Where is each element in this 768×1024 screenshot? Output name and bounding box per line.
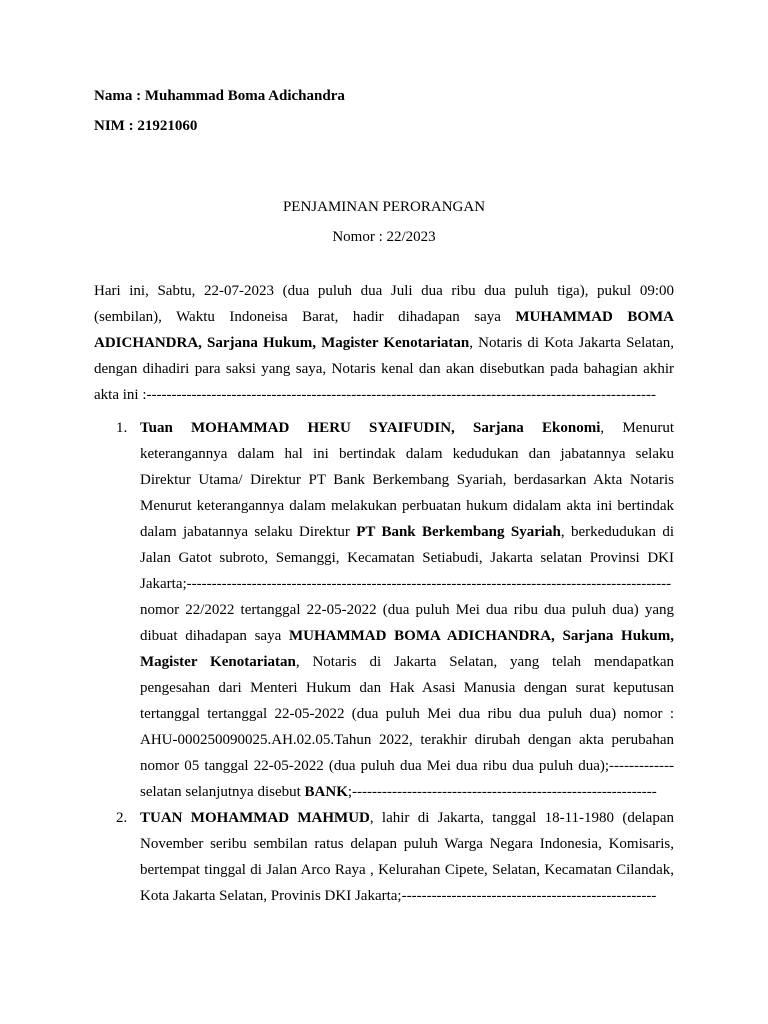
intro-line: dengan dihadiri para saksi yang saya, Notaris kenal dan akan disebutkan pada bahagian akhir <box>94 361 674 377</box>
item-text: dibuat dihadapan saya <box>140 628 289 644</box>
notary-title: Magister Kenotariatan <box>140 654 296 670</box>
item-line: bertempat tinggal di Jalan Arco Raya , Kelurahan Cipete, Selatan, Kecamatan Cilandak, <box>140 862 674 878</box>
item-line: AHU-000250090025.AH.02.05.Tahun 2022, terakhir dirubah dengan akta perubahan <box>140 732 674 748</box>
bank-label: BANK <box>304 784 348 800</box>
intro-line: Hari ini, Sabtu, 22-07-2023 (dua puluh dua Juli dua ribu dua puluh tiga), pukul 09:00 <box>94 283 674 299</box>
item-line: Jalan Gatot subroto, Semanggi, Kecamatan Setiabudi, Jakarta selatan Provinsi DKI <box>140 550 674 566</box>
item-line: Jakarta;------------------------------------------------------------------------------------------------- <box>140 576 672 592</box>
item-line: pengesahan dari Menteri Hukum dan Hak Asasi Manusia dengan surat keputusan <box>140 680 674 696</box>
party-name: TUAN MOHAMMAD MAHMUD <box>140 810 370 826</box>
item-text: , lahir di Jakarta, tanggal 18-11-1980 (delapan <box>369 810 674 826</box>
document-title: PENJAMINAN PERORANGAN <box>282 199 486 215</box>
item-line <box>140 418 674 438</box>
item-line: Menurut keterangannya dalam melakukan perbuatan hukum didalam akta ini bertindak <box>140 498 674 514</box>
item-line: tertanggal tertanggal 22-05-2022 (dua puluh Mei dua ribu dua puluh dua) nomor : <box>140 706 674 722</box>
item-line <box>140 808 674 828</box>
item-line <box>140 782 674 802</box>
intro-line <box>94 307 674 327</box>
notary-title: ADICHANDRA, Sarjana Hukum, Magister Kenotariatan <box>94 335 470 351</box>
intro-line <box>94 333 674 353</box>
item-text: selatan selanjutnya disebut <box>140 784 305 800</box>
item-line: nomor 05 tanggal 22-05-2022 (dua puluh dua Mei dua ribu dua puluh dua);------------- <box>140 758 674 774</box>
party-name: Tuan MOHAMMAD HERU SYAIFUDIN, Sarjana Ekonomi <box>140 420 601 436</box>
item-line: Direktur Utama/ Direktur PT Bank Berkembang Syariah, berdasarkan Akta Notaris <box>140 472 674 488</box>
item-text: , Menurut <box>600 420 674 436</box>
item-text: , Notaris di Jakarta Selatan, yang telah mendapatkan <box>295 654 674 670</box>
document-number: Nomor : 22/2023 <box>332 229 436 245</box>
list-number: 2. <box>116 810 128 826</box>
notary-name: MUHAMMAD BOMA ADICHANDRA, Sarjana Hukum, <box>288 628 674 644</box>
notary-name: MUHAMMAD BOMA <box>515 309 674 325</box>
item-line <box>140 652 674 672</box>
student-nim: NIM : 21921060 <box>94 118 198 134</box>
list-number: 1. <box>116 420 128 436</box>
intro-text: (sembilan), Waktu Indoneisa Barat, hadir dihadapan saya <box>94 309 516 325</box>
bank-name: PT Bank Berkembang Syariah <box>356 524 561 540</box>
item-text: , berkedudukan di <box>560 524 674 540</box>
student-name: Nama : Muhammad Boma Adichandra <box>94 88 345 104</box>
item-line <box>140 626 674 646</box>
item-line: Kota Jakarta Selatan, Provinis DKI Jakarta;--------------------------------------------------- <box>140 888 657 904</box>
item-text: ;------------------------------------------------------------- <box>347 784 657 800</box>
item-line <box>140 522 674 542</box>
item-line: November seribu sembilan ratus delapan puluh Warga Negara Indonesia, Komisaris, <box>140 836 674 852</box>
intro-text: , Notaris di Kota Jakarta Selatan, <box>469 335 674 351</box>
item-line: keterangannya dalam hal ini bertindak dalam kedudukan dan jabatannya selaku <box>140 446 674 462</box>
item-text: dalam jabatannya selaku Direktur <box>140 524 357 540</box>
item-line: nomor 22/2022 tertanggal 22-05-2022 (dua puluh Mei dua ribu dua puluh dua) yang <box>140 602 674 618</box>
intro-line: akta ini :------------------------------------------------------------------------------------------------------ <box>94 387 656 403</box>
